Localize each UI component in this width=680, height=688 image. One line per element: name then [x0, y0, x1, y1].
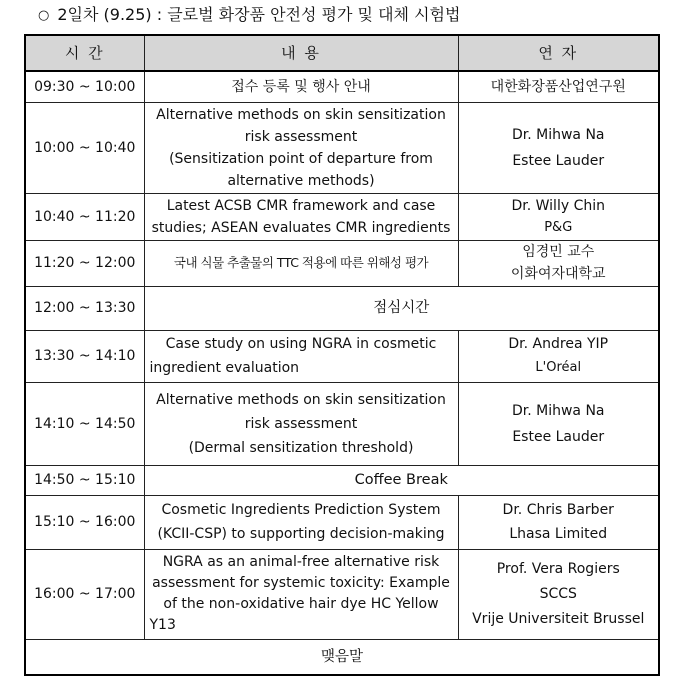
session-content: 국내 식물 추출물의 TTC 적용에 따른 위해성 평가 [144, 240, 458, 286]
session-content: Case study on using NGRA in cosmetic ingredient evaluation [144, 330, 458, 382]
table-row [25, 102, 659, 193]
day-heading [38, 4, 460, 27]
session-time: 09:30 ~ 10:00 [25, 71, 144, 102]
session-time: 13:30 ~ 14:10 [25, 330, 144, 382]
session-time: 14:10 ~ 14:50 [25, 382, 144, 465]
session-speaker: 대한화장품산업연구원 [458, 71, 659, 102]
day-heading-text: 2일차 (9.25) : 글로벌 화장품 안전성 평가 및 대체 시험법 [57, 5, 461, 24]
session-speaker: Dr. Mihwa Na Estee Lauder [458, 102, 659, 193]
session-time: 10:00 ~ 10:40 [25, 102, 144, 193]
lunch-break: 점심시간 [144, 286, 659, 330]
session-time: 14:50 ~ 15:10 [25, 465, 144, 495]
session-content: Alternative methods on skin sensitization risk assessment (Sensitization point of departure from alternative methods) [144, 102, 458, 193]
closing-remarks: 맺음말 [25, 639, 659, 675]
session-content: 접수 등록 및 행사 안내 [144, 71, 458, 102]
header-speaker: 연 자 [458, 35, 659, 71]
session-content: Alternative methods on skin sensitization risk assessment (Dermal sensitization threshold) [144, 382, 458, 465]
session-time: 12:00 ~ 13:30 [25, 286, 144, 330]
session-content: Latest ACSB CMR framework and case studies; ASEAN evaluates CMR ingredients [144, 193, 458, 240]
table-row [25, 495, 659, 549]
table-row [25, 286, 659, 330]
session-speaker: Dr. Mihwa Na Estee Lauder [458, 382, 659, 465]
header-time: 시 간 [25, 35, 144, 71]
session-time: 10:40 ~ 11:20 [25, 193, 144, 240]
table-row [25, 240, 659, 286]
table-row [25, 193, 659, 240]
header-content: 내 용 [144, 35, 458, 71]
session-speaker: Dr. Willy Chin P&G [458, 193, 659, 240]
session-speaker: Dr. Andrea YIP L'Oréal [458, 330, 659, 382]
table-row [25, 549, 659, 639]
schedule-table [24, 34, 660, 676]
session-speaker: Prof. Vera Rogiers SCCS Vrije Universiteit Brussel [458, 549, 659, 639]
table-row [25, 330, 659, 382]
session-speaker: 임경민 교수 이화여자대학교 [458, 240, 659, 286]
coffee-break: Coffee Break [144, 465, 659, 495]
table-row [25, 382, 659, 465]
table-row [25, 71, 659, 102]
session-time: 11:20 ~ 12:00 [25, 240, 144, 286]
session-content: Cosmetic Ingredients Prediction System (KCII-CSP) to supporting decision-making [144, 495, 458, 549]
table-row [25, 639, 659, 675]
table-row [25, 465, 659, 495]
session-content: NGRA as an animal-free alternative risk assessment for systemic toxicity: Example of the non-oxidative hair dye HC Yellow Y13 [144, 549, 458, 639]
session-time: 16:00 ~ 17:00 [25, 549, 144, 639]
table-header-row [25, 35, 659, 71]
session-time: 15:10 ~ 16:00 [25, 495, 144, 549]
session-speaker: Dr. Chris Barber Lhasa Limited [458, 495, 659, 549]
bullet-circle-icon: ○ [38, 8, 50, 23]
